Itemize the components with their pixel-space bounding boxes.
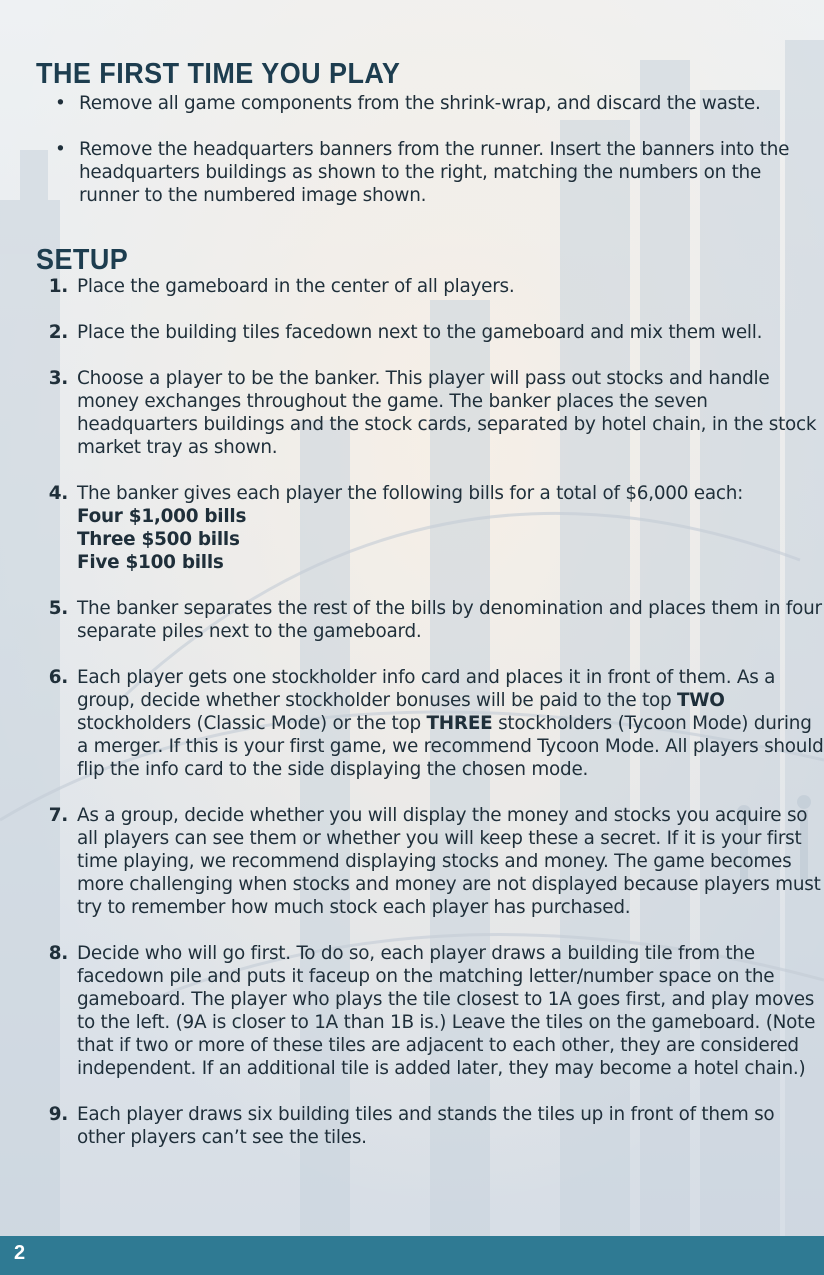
step-number: 4.	[48, 483, 68, 504]
step-text: stockholders (Classic Mode) or the top	[77, 713, 427, 734]
step-text: Place the building tiles facedown next to the gameboard and mix them well.	[77, 322, 763, 343]
step-text: The banker gives each player the following bills for a total of $6,000 each:	[77, 483, 744, 504]
setup-step	[48, 1103, 824, 1149]
page-footer	[0, 1236, 824, 1275]
step-number: 1.	[48, 276, 68, 297]
first-time-heading: THE FIRST TIME YOU PLAY	[36, 58, 401, 90]
page-number: 2	[14, 1242, 26, 1264]
first-time-list	[50, 92, 820, 207]
step-text: Each player gets one stockholder info card and places it in front of them. As a group, decide whether stockholder bonuses will be paid to the top	[77, 667, 776, 711]
step-number: 9.	[48, 1104, 68, 1125]
list-item	[50, 92, 820, 115]
setup-step	[48, 275, 824, 298]
step-number: 5.	[48, 598, 68, 619]
step-text: As a group, decide whether you will display the money and stocks you acquire so all players can see them or whether you will keep these a secret. If it is your first time playing, we recommend displaying stocks and money. The game becomes more challenging when stocks and money are not displayed because players must try to remember how much stock each player has purchased.	[77, 805, 821, 918]
step-text: The banker separates the rest of the bills by denomination and places them in four separate piles next to the gameboard.	[77, 598, 822, 642]
bill-line: Three $500 bills	[77, 529, 240, 550]
setup-step	[48, 482, 824, 574]
bullet-mark: •	[55, 93, 66, 114]
emphasis-three: THREE	[426, 713, 493, 734]
bill-line: Four $1,000 bills	[77, 506, 247, 527]
step-number: 7.	[48, 805, 68, 826]
step-number: 3.	[48, 368, 68, 389]
step-text: stockholders (Tycoon Mode) during a merger. If this is your first game, we recommend Tycoon Mode. All players should flip the info card to the side displaying the chosen mode.	[77, 713, 824, 780]
setup-steps	[48, 275, 824, 1149]
list-item	[50, 138, 820, 207]
setup-step	[48, 942, 824, 1080]
setup-step	[48, 666, 824, 781]
step-number: 2.	[48, 322, 68, 343]
step-text: Decide who will go first. To do so, each player draws a building tile from the facedown pile and puts it faceup on the matching letter/number space on the gameboard. The player who plays the tile closest to 1A goes first, and play moves to the left. (9A is closer to 1A than 1B is.) Leave the tiles on the gameboard. (Note that if two or more of these tiles are adjacent to each other, they are considered independent. If an additional tile is added later, they may become a hotel chain.)	[77, 943, 816, 1079]
setup-heading: SETUP	[36, 244, 129, 276]
setup-step	[48, 367, 824, 459]
item-text: Remove the headquarters banners from the runner. Insert the banners into the headquarters buildings as shown to the right, matching the numbers on the runner to the numbered image shown.	[79, 139, 790, 206]
item-text: Remove all game components from the shrink-wrap, and discard the waste.	[79, 93, 761, 114]
step-number: 6.	[48, 667, 68, 688]
bill-line: Five $100 bills	[77, 552, 224, 573]
emphasis-two: TWO	[676, 690, 725, 711]
step-text: Choose a player to be the banker. This player will pass out stocks and handle money exchanges throughout the game. The banker places the seven headquarters buildings and the stock cards, separated by hotel chain, in the stock market tray as shown.	[77, 368, 817, 458]
step-text: Each player draws six building tiles and stands the tiles up in front of them so other players can’t see the tiles.	[77, 1104, 775, 1148]
setup-step	[48, 804, 824, 919]
step-number: 8.	[48, 943, 68, 964]
setup-step	[48, 321, 824, 344]
step-text: Place the gameboard in the center of all players.	[77, 276, 515, 297]
setup-step	[48, 597, 824, 643]
bullet-mark: •	[55, 139, 66, 160]
